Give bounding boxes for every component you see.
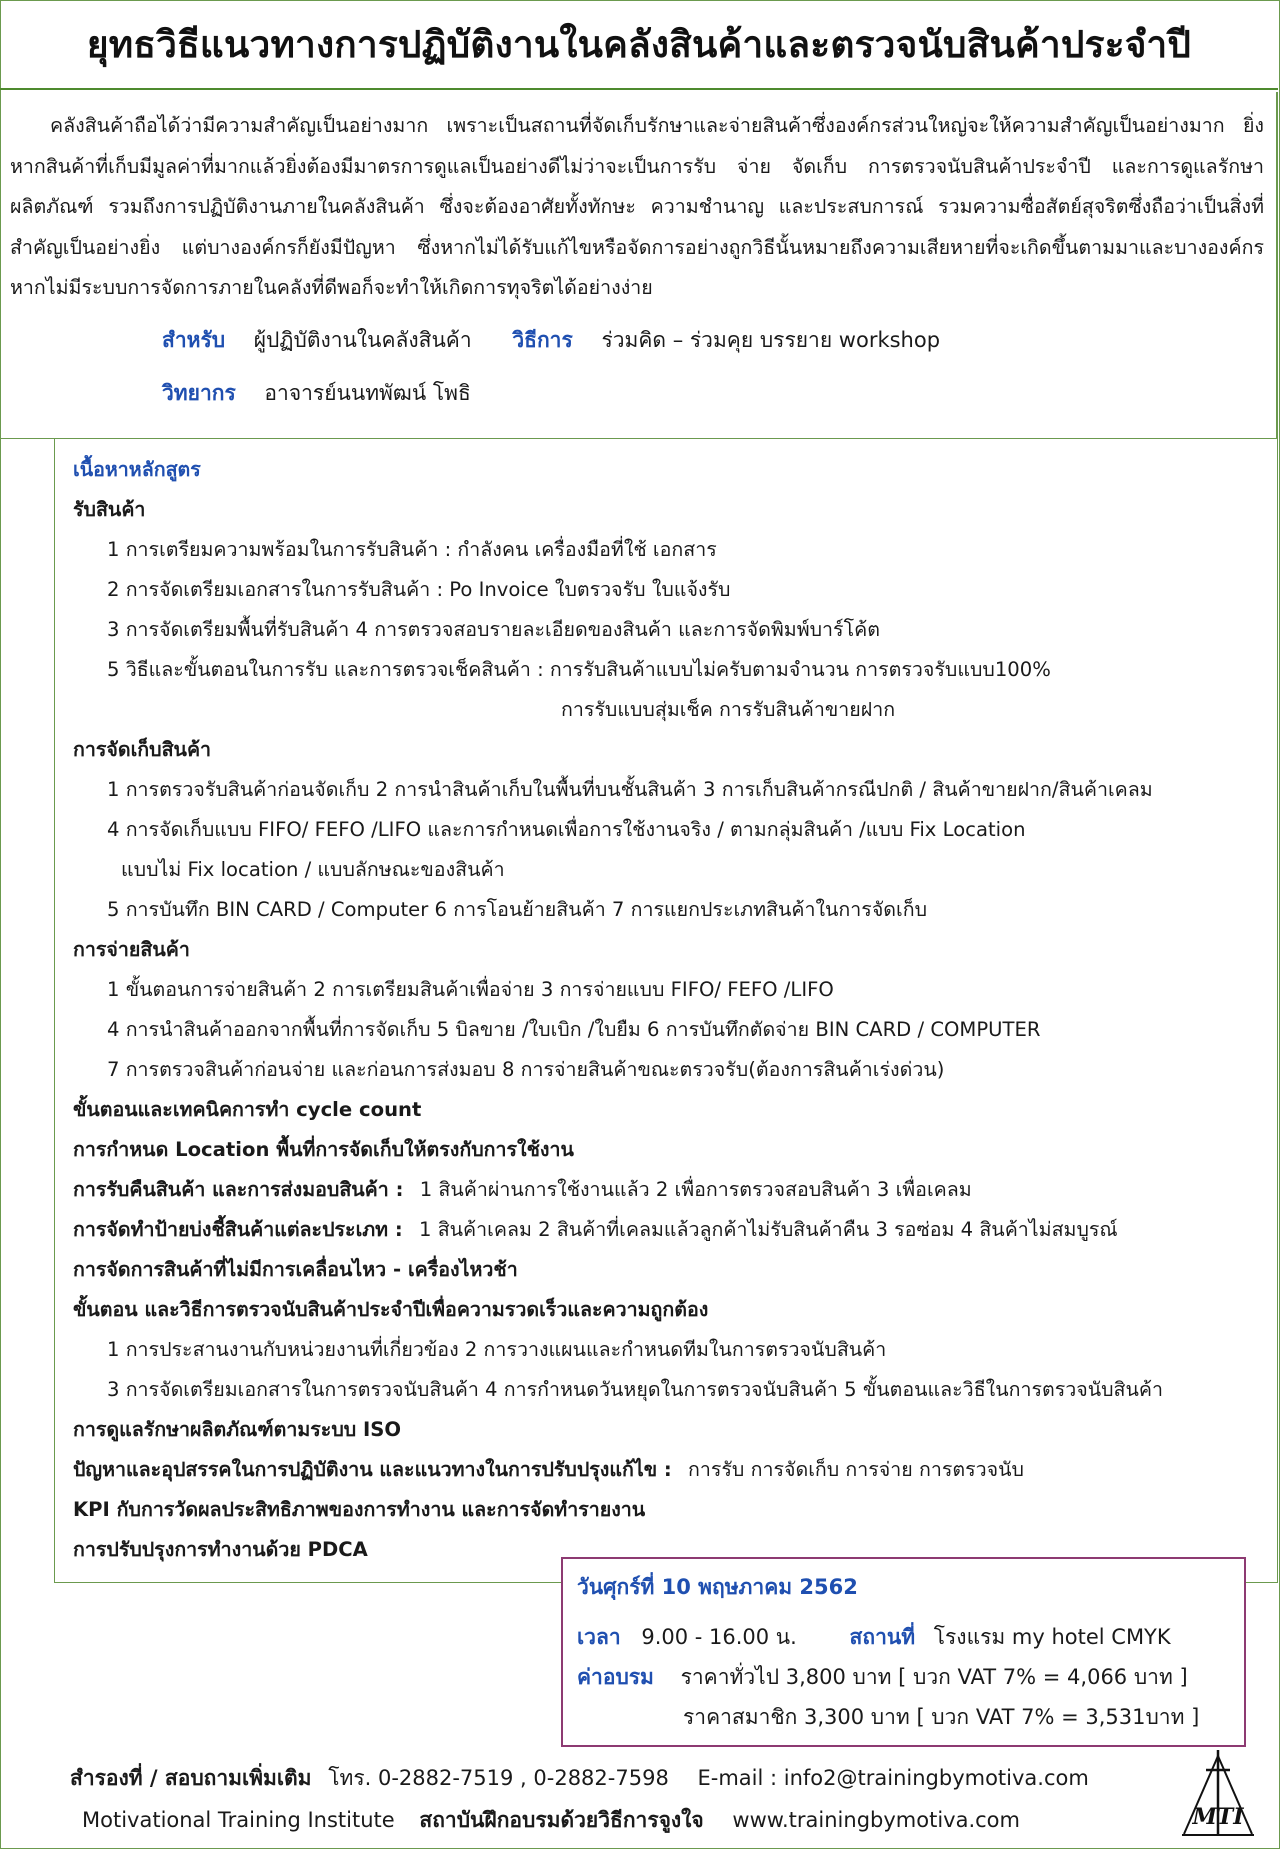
section-labels-row (73, 1213, 1118, 1245)
intro-section (0, 92, 1278, 439)
fee-member: ราคาสมาชิก 3,300 บาท [ บวก VAT 7% = 3,531บาท ] (683, 1705, 1200, 1729)
course-heading: เนื้อหาหลักสูตร (73, 458, 201, 481)
list-item: 4 การจัดเก็บแบบ FIFO/ FEFO /LIFO และการกำหนดเพื่อการใช้งานจริง / ตามกลุ่มสินค้า /แบบ Fix Location (107, 818, 1026, 841)
reserve-label: สำรองที่ / สอบถามเพิ่มเติม (70, 1766, 312, 1790)
list-item: 1 การประสานงานกับหน่วยงานที่เกี่ยวข้อง 2 การวางแผนและกำหนดทีมในการตรวจนับสินค้า (107, 1338, 887, 1361)
section-kpi: KPI กับการวัดผลประสิทธิภาพของการทำงาน และการจัดทำรายงาน (73, 1498, 646, 1521)
intro-paragraph: คลังสินค้าถือได้ว่ามีความสำคัญเป็นอย่างมาก เพราะเป็นสถานที่จัดเก็บรักษาและจ่ายสินค้าซึ่งองค์กรส่วนใหญ่จะให้ความสำคัญเป็นอย่างมาก ยิ่งหากสินค้าที่เก็บมีมูลค่าที่มากแล้วยิ่งต้องมีมาตรการดูแลเป็นอย่างดีไม่ว่าจะเป็นการรับ จ่าย จัดเก็บ การตรวจนับสินค้าประจำปี และการดูแลรักษาผลิตภัณฑ์ รวมถึงการปฏิบัติงานภายในคลังสินค้า ซึ่งจะต้องอาศัยทั้งทักษะ ความชำนาญ และประสบการณ์ รวมความซื่อสัตย์สุจริตซึ่งถือว่าเป็นสิ่งที่สำคัญเป็นอย่างยิ่ง แต่บางองค์กรก็ยังมีปัญหา ซึ่งหากไม่ได้รับแก้ไขหรือจัดการอย่างถูกวิธีนั้นหมายถึงความเสียหายที่จะเกิดขึ้นตามมาและบางองค์กรหากไม่มีระบบการจัดการภายในคลังที่ดีพอก็จะทำให้เกิดการทุจริตได้อย่างง่าย (10, 114, 1264, 299)
section-pdca: การปรับปรุงการทำงานด้วย PDCA (73, 1538, 368, 1561)
list-item: 3 การจัดเตรียมพื้นที่รับสินค้า 4 การตรวจสอบรายละเอียดของสินค้า และการจัดพิมพ์บาร์โค้ต (107, 618, 880, 641)
time-venue-row (577, 1621, 1171, 1654)
list-item: 2 การจัดเตรียมเอกสารในการรับสินค้า : Po Invoice ใบตรวจรับ ใบแจ้งรับ (107, 578, 731, 601)
list-item: 1 ขั้นตอนการจ่ายสินค้า 2 การเตรียมสินค้าเพื่อจ่าย 3 การจ่ายแบบ FIFO/ FEFO /LIFO (107, 978, 834, 1001)
website-link[interactable]: www.trainingbymotiva.com (732, 1808, 1020, 1832)
list-item: 1 สินค้าผ่านการใช้งานแล้ว 2 เพื่อการตรวจสอบสินค้า 3 เพื่อเคลม (419, 1178, 972, 1201)
page-title: ยุทธวิธีแนวทางการปฏิบัติงานในคลังสินค้าและตรวจนับสินค้าประจำปี (0, 0, 1278, 90)
contact-line (70, 1762, 1089, 1795)
venue-label: สถานที่ (849, 1625, 916, 1649)
for-label: สำหรับ (162, 328, 226, 352)
list-item: แบบไม่ Fix location / แบบลักษณะของสินค้า (121, 858, 505, 881)
section-iso: การดูแลรักษาผลิตภัณฑ์ตามระบบ ISO (73, 1418, 402, 1441)
speaker-value: อาจารย์นนทพัฒน์ โพธิ (264, 381, 471, 405)
section-problems: ปัญหาและอุปสรรคในการปฏิบัติงาน และแนวทางในการปรับปรุงแก้ไข : (73, 1458, 672, 1481)
list-item: การรับ การจัดเก็บ การจ่าย การตรวจนับ (688, 1458, 1024, 1481)
section-annual-count: ขั้นตอน และวิธีการตรวจนับสินค้าประจำปีเพื่อความรวดเร็วและความถูกต้อง (73, 1298, 709, 1321)
event-info-box (561, 1557, 1246, 1747)
event-date: วันศุกร์ที่ 10 พฤษภาคม 2562 (577, 1575, 858, 1599)
method-value: ร่วมคิด – ร่วมคุย บรรยาย workshop (601, 328, 941, 352)
mti-logo-icon (1178, 1748, 1258, 1840)
list-item: 1 การตรวจรับสินค้าก่อนจัดเก็บ 2 การนำสินค้าเก็บในพื้นที่บนชั้นสินค้า 3 การเก็บสินค้ากรณีปกติ / สินค้าขายฝาก/สินค้าเคลม (107, 778, 1153, 801)
time-label: เวลา (577, 1625, 621, 1649)
section-dispatch: การจ่ายสินค้า (73, 938, 190, 961)
list-item: 1 สินค้าเคลม 2 สินค้าที่เคลมแล้วลูกค้าไม่รับสินค้าคืน 3 รอซ่อม 4 สินค้าไม่สมบูรณ์ (419, 1218, 1118, 1241)
institute-line (82, 1804, 1020, 1837)
list-item: 5 วิธีและขั้นตอนในการรับ และการตรวจเช็คสินค้า : การรับสินค้าแบบไม่ครับตามจำนวน การตรวจรับแบบ100% (107, 658, 1051, 681)
speaker-row (162, 377, 505, 410)
section-storage: การจัดเก็บสินค้า (73, 738, 212, 761)
list-item: 3 การจัดเตรียมเอกสารในการตรวจนับสินค้า 4 การกำหนดวันหยุดในการตรวจนับสินค้า 5 ขั้นตอนและวิธีในการตรวจนับสินค้า (107, 1378, 1164, 1401)
list-item: 4 การนำสินค้าออกจากพื้นที่การจัดเก็บ 5 บิลขาย /ใบเบิก /ใบยืม 6 การบันทึกตัดจ่าย BIN CARD / COMPUTER (107, 1018, 1041, 1041)
section-location: การกำหนด Location พื้นที่การจัดเก็บให้ตรงกับการใช้งาน (73, 1138, 574, 1161)
institute-name-en: Motivational Training Institute (82, 1808, 395, 1832)
section-returns-row (73, 1173, 972, 1205)
venue-value: โรงแรม my hotel CMYK (933, 1625, 1171, 1649)
audience-method-row (162, 324, 974, 357)
email-link[interactable]: E-mail : info2@trainingbymotiva.com (697, 1766, 1089, 1790)
list-item: การรับแบบสุ่มเช็ค การรับสินค้าขายฝาก (561, 698, 896, 721)
section-slow-moving: การจัดการสินค้าที่ไม่มีการเคลื่อนไหว - เครื่องไหวช้า (73, 1258, 518, 1281)
logo-text: MTI (1192, 1804, 1244, 1830)
time-value: 9.00 - 16.00 น. (641, 1625, 797, 1649)
section-returns: การรับคืนสินค้า และการส่งมอบสินค้า : (73, 1178, 404, 1201)
section-labels: การจัดทำป้ายบ่งชี้สินค้าแต่ละประเภท : (73, 1218, 403, 1241)
fee-general-row (577, 1661, 1188, 1694)
section-cycle-count: ขั้นตอนและเทคนิคการทำ cycle count (73, 1098, 422, 1121)
fee-label: ค่าอบรม (577, 1665, 654, 1689)
course-outline-box (54, 438, 1278, 1583)
phone-text: โทร. 0-2882-7519 , 0-2882-7598 (328, 1766, 669, 1790)
method-label: วิธีการ (512, 328, 573, 352)
list-item: 7 การตรวจสินค้าก่อนจ่าย และก่อนการส่งมอบ 8 การจ่ายสินค้าขณะตรวจรับ(ต้องการสินค้าเร่งด่วน) (107, 1058, 945, 1081)
institute-name-th: สถาบันฝึกอบรมด้วยวิธีการจูงใจ (419, 1808, 704, 1832)
list-item: 1 การเตรียมความพร้อมในการรับสินค้า : กำลังคน เครื่องมือที่ใช้ เอกสาร (107, 538, 717, 561)
fee-general: ราคาทั่วไป 3,800 บาท [ บวก VAT 7% = 4,066 บาท ] (680, 1665, 1188, 1689)
section-problems-row (73, 1453, 1024, 1485)
list-item: 5 การบันทึก BIN CARD / Computer 6 การโอนย้ายสินค้า 7 การแยกประเภทสินค้าในการจัดเก็บ (107, 898, 928, 921)
for-value: ผู้ปฏิบัติงานในคลังสินค้า (253, 328, 472, 352)
section-receiving: รับสินค้า (73, 498, 146, 521)
speaker-label: วิทยากร (162, 381, 236, 405)
